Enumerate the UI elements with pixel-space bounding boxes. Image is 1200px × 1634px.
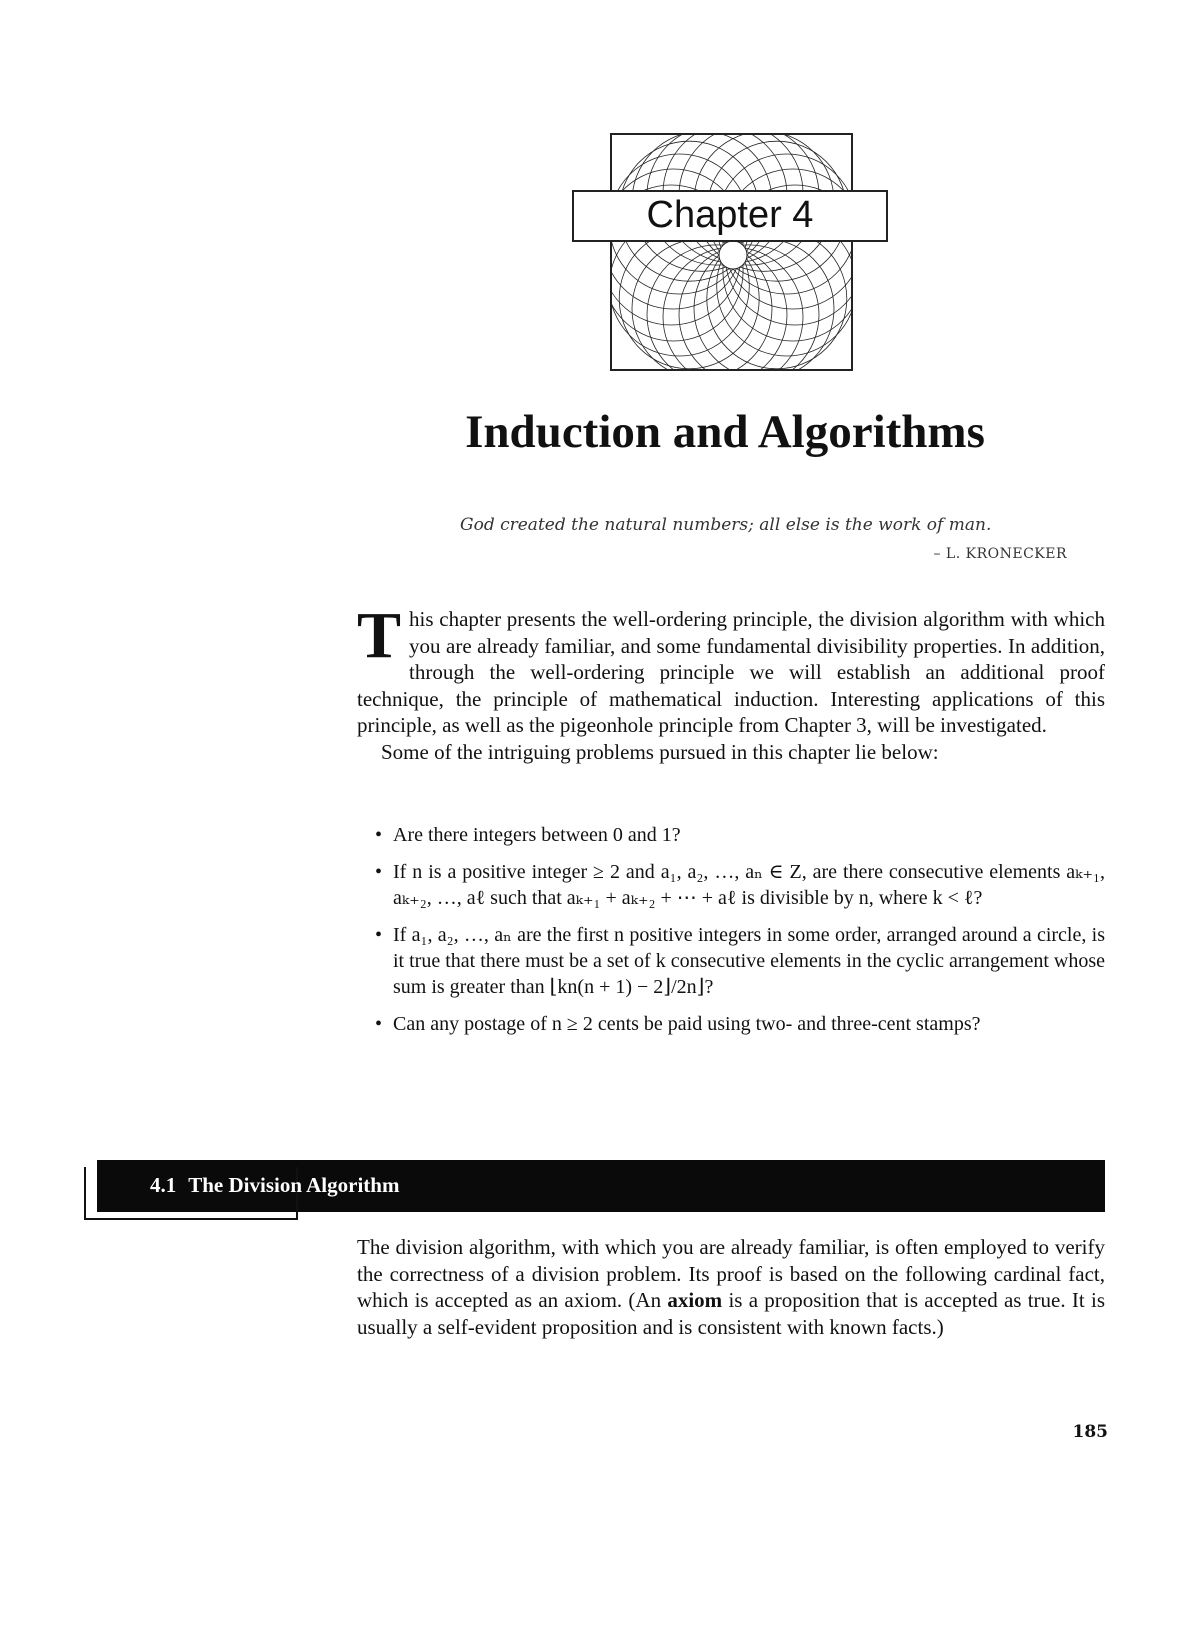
spirograph-hub: [719, 241, 747, 269]
intro-paragraph-1: his chapter presents the well-ordering principle, the division algorithm with which you are already familiar, and some fundamental divisibility properties. In addition, through the well-ordering principle we will establish an additional proof technique, the principle of mathematical induction. Interesting applications of this principle, as well as the pigeonhole principle from Chapter 3, will be investigated.: [357, 607, 1105, 737]
intro-paragraph-2: Some of the intriguing problems pursued in this chapter lie below:: [381, 739, 939, 764]
section-paragraph: [357, 1234, 1105, 1340]
page-number: 185: [1072, 1422, 1108, 1442]
epigraph-attribution: – L. KRONECKER: [933, 546, 1067, 562]
chapter-emblem: [610, 133, 853, 371]
problem-list: [373, 822, 1105, 1048]
drop-cap: T: [357, 599, 402, 672]
list-item: • Are there integers between 0 and 1?: [373, 822, 1105, 848]
list-item: • Can any postage of n ≥ 2 cents be paid using two- and three-cent stamps?: [373, 1011, 1105, 1037]
chapter-label: Chapter 4: [572, 190, 888, 242]
section-text-after: is a proposition that is accepted as true. It is usually a self-evident proposition and is consistent with known facts.): [357, 1288, 1105, 1339]
section-number: 4.1: [150, 1173, 177, 1197]
section-title: The Division Algorithm: [188, 1173, 400, 1197]
section-heading: [150, 1173, 411, 1198]
list-item: • If a₁, a₂, …, aₙ are the first n positive integers in some order, arranged around a circle, is it true that there must be a set of k consecutive elements in the cyclic arrangement whose sum is greater than ⌊kn(n + 1) − 2⌋/2n⌋?: [373, 922, 1105, 1000]
spirograph-pattern-icon: [612, 135, 853, 371]
section-text-before: The division algorithm, with which you are already familiar, is often employed to verify the correctness of a division problem. Its proof is based on the following cardinal fact, which is accepted as an axiom. (An: [357, 1235, 1105, 1312]
chapter-title: Induction and Algorithms: [465, 406, 985, 458]
intro-paragraph: [357, 599, 1105, 765]
list-item: • If n is a positive integer ≥ 2 and a₁, a₂, …, aₙ ∈ Z, are there consecutive elements aₖ₊₁, aₖ₊₂, …, aℓ such that aₖ₊₁ + aₖ₊₂ + ⋯ + aℓ is divisible by n, where k < ℓ?: [373, 859, 1105, 911]
epigraph-quote: God created the natural numbers; all else is the work of man.: [460, 515, 992, 535]
axiom-term: axiom: [667, 1288, 723, 1312]
